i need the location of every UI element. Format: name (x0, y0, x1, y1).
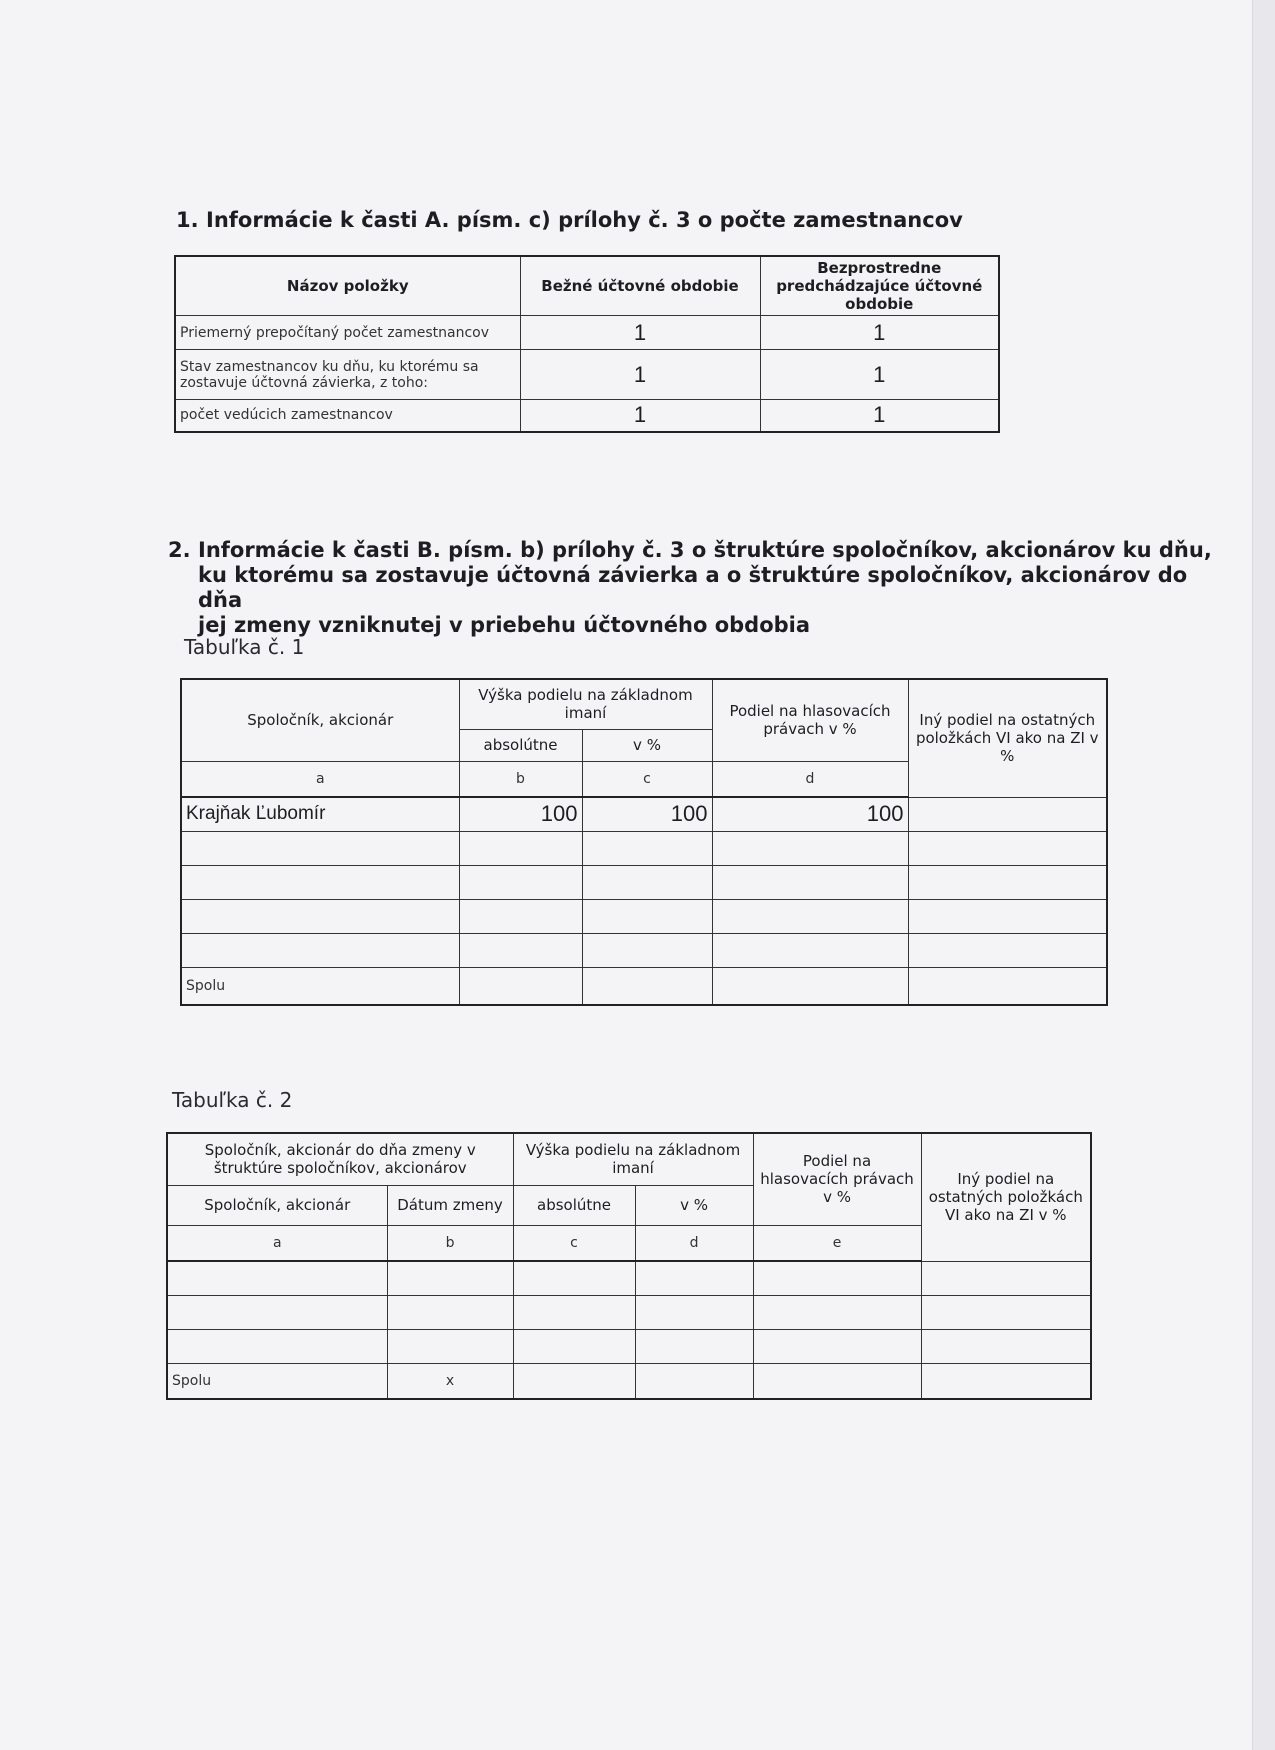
table-row (167, 1329, 1091, 1363)
letter-d: d (712, 761, 908, 797)
cell-percent (582, 933, 712, 967)
header-absolute: absolútne (459, 729, 582, 761)
total-label: Spolu (167, 1363, 387, 1399)
cell-percent: 100 (582, 797, 712, 831)
cell-employees-previous: 1 (760, 350, 999, 400)
header-share: Výška podielu na základnom imaní (513, 1133, 753, 1185)
header-partner: Spoločník, akcionár (167, 1185, 387, 1225)
letter-b: b (387, 1225, 513, 1261)
letter-c: c (582, 761, 712, 797)
letter-a: a (167, 1225, 387, 1261)
table-1-caption: Tabuľka č. 1 (184, 635, 305, 659)
cell-partner (181, 831, 459, 865)
cell-managers-previous: 1 (760, 400, 999, 432)
cell-other (908, 831, 1107, 865)
header-absolute: absolútne (513, 1185, 635, 1225)
total-label: Spolu (181, 967, 459, 1005)
cell-absolute: 100 (459, 797, 582, 831)
cell-voting (712, 899, 908, 933)
row-label-employees-at-date: Stav zamestnancov ku dňu, ku ktorému sa zostavuje účtovná závierka, z toho: (175, 350, 520, 400)
header-voting: Podiel na hlasovacích právach v % (753, 1133, 921, 1225)
cell-other (908, 797, 1107, 831)
section-2-heading (168, 538, 1228, 638)
header-percent: v % (582, 729, 712, 761)
total-date-mark: x (387, 1363, 513, 1399)
header-percent: v % (635, 1185, 753, 1225)
header-current-period: Bežné účtovné obdobie (520, 256, 760, 316)
letter-d: d (635, 1225, 753, 1261)
cell-percent (582, 831, 712, 865)
section-1-title: Informácie k časti A. písm. c) prílohy č. 3 o počte zamestnancov (206, 208, 963, 232)
cell-partner (181, 899, 459, 933)
cell-other (908, 899, 1107, 933)
cell-voting (712, 865, 908, 899)
table-row (181, 831, 1107, 865)
cell-voting (712, 831, 908, 865)
cell-partner: Krajňak Ľubomír (181, 797, 459, 831)
cell-absolute (459, 933, 582, 967)
cell-other (908, 933, 1107, 967)
cell-average-previous: 1 (760, 316, 999, 350)
section-2-number: 2. (168, 538, 191, 562)
cell-percent (582, 899, 712, 933)
row-label-average-employees: Priemerný prepočítaný počet zamestnancov (175, 316, 520, 350)
cell-partner (181, 865, 459, 899)
header-item-name: Názov položky (175, 256, 520, 316)
table-row (167, 1295, 1091, 1329)
header-date: Dátum zmeny (387, 1185, 513, 1225)
header-voting: Podiel na hlasovacích právach v % (712, 679, 908, 761)
letter-a: a (181, 761, 459, 797)
table-row (181, 865, 1107, 899)
cell-employees-current: 1 (520, 350, 760, 400)
cell-absolute (459, 865, 582, 899)
header-group: Spoločník, akcionár do dňa zmeny v štruktúre spoločníkov, akcionárov (167, 1133, 513, 1185)
header-previous-period: Bezprostredne predchádzajúce účtovné obdobie (760, 256, 999, 316)
total-row (167, 1363, 1091, 1399)
cell-percent (582, 865, 712, 899)
cell-other (908, 865, 1107, 899)
cell-voting: 100 (712, 797, 908, 831)
page-edge (1252, 0, 1275, 1750)
table-2-caption: Tabuľka č. 2 (172, 1088, 293, 1112)
cell-absolute (459, 899, 582, 933)
letter-b: b (459, 761, 582, 797)
shareholder-changes-table (166, 1132, 1092, 1400)
shareholders-table (180, 678, 1108, 1006)
letter-e: e (753, 1225, 921, 1261)
row-label-managers: počet vedúcich zamestnancov (175, 400, 520, 432)
section-2-title-line-3: jej zmeny vzniknutej v priebehu účtovného obdobia (198, 613, 811, 637)
cell-absolute (459, 831, 582, 865)
letter-c: c (513, 1225, 635, 1261)
cell-voting (712, 933, 908, 967)
section-1-number: 1. (176, 208, 199, 232)
table-row (181, 797, 1107, 831)
table-row (167, 1261, 1091, 1295)
cell-managers-current: 1 (520, 400, 760, 432)
header-other: Iný podiel na ostatných položkách VI ako na ZI v % (908, 679, 1107, 797)
header-other: Iný podiel na ostatných položkách VI ako na ZI v % (921, 1133, 1091, 1261)
employees-table (174, 255, 1000, 433)
cell-partner (181, 933, 459, 967)
section-1-heading (176, 208, 976, 233)
total-row (181, 967, 1107, 1005)
table-row (181, 899, 1107, 933)
table-row (181, 933, 1107, 967)
cell-average-current: 1 (520, 316, 760, 350)
section-2-title-line-2: ku ktorému sa zostavuje účtovná závierka a o štruktúre spoločníkov, akcionárov do dňa (198, 563, 1188, 612)
header-partner: Spoločník, akcionár (181, 679, 459, 761)
section-2-title-line-1: Informácie k časti B. písm. b) prílohy č. 3 o štruktúre spoločníkov, akcionárov ku dňu, (198, 538, 1212, 562)
header-share: Výška podielu na základnom imaní (459, 679, 712, 729)
